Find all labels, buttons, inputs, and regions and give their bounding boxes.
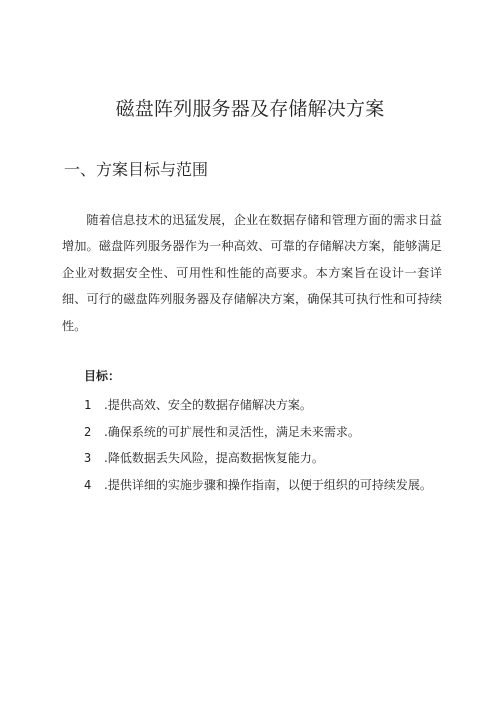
goal-number: 1 xyxy=(84,398,92,412)
goal-text: .确保系统的可扩展性和灵活性，满足未来需求。 xyxy=(104,424,360,439)
intro-paragraph: 随着信息技术的迅猛发展，企业在数据存储和管理方面的需求日益增加。磁盘阵列服务器作为一种高效、可靠的存储解决方案，能够满足企业对数据安全性、可用性和性能的高要求。本方案旨在设计一套详细、可行的磁盘阵列服务器及存储解决方案，确保其可执行性和可持续性。 xyxy=(62,213,442,333)
goal-text: .降低数据丢失风险，提高数据恢复能力。 xyxy=(104,451,324,465)
goal-number: 2 xyxy=(84,424,92,439)
goal-item-4 xyxy=(84,472,464,499)
goal-item-1 xyxy=(84,392,464,419)
section-heading: 一、方案目标与范围 xyxy=(64,160,209,179)
goal-item-3 xyxy=(84,445,464,472)
goals-label: 目标： xyxy=(84,369,121,383)
goal-list xyxy=(84,392,464,498)
goal-number: 4 xyxy=(84,477,92,492)
goal-item-2 xyxy=(84,419,464,446)
document-title: 磁盘阵列服务器及存储解决方案 xyxy=(115,98,385,120)
goal-text: .提供高效、安全的数据存储解决方案。 xyxy=(104,398,312,412)
goal-text: .提供详细的实施步骤和操作指南，以便于组织的可持续发展。 xyxy=(104,477,432,492)
goal-number: 3 xyxy=(84,451,92,465)
